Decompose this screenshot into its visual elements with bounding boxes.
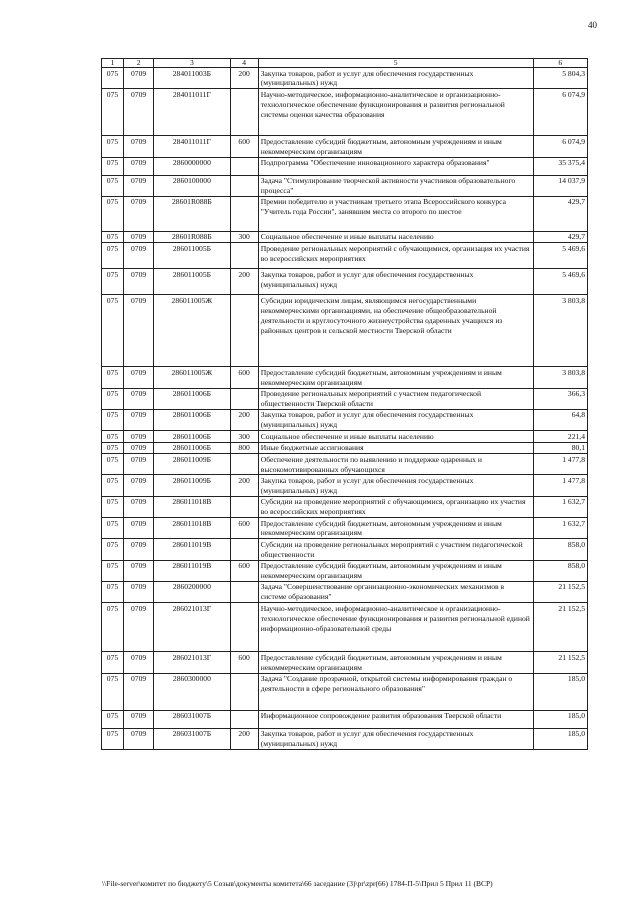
cell-description: Закупка товаров, работ и услуг для обеспечения государственных (муниципальных) нужд [258, 409, 533, 430]
table-row [102, 243, 588, 269]
cell-description: Научно-методическое, информационно-аналитическое и организационно-технологическое обеспечение функционирования и развития региональной единой информационно-образовательной среды [258, 603, 533, 652]
table-row [102, 367, 588, 388]
table-row [102, 518, 588, 539]
cell-target-article: 28601R088Б [154, 231, 230, 242]
cell-section: 0709 [123, 231, 153, 242]
table-row [102, 581, 588, 602]
cell-amount: 64,8 [533, 409, 587, 430]
table-row [102, 560, 588, 581]
cell-expense-type: 600 [230, 560, 258, 581]
cell-amount: 21 152,5 [533, 581, 587, 602]
cell-target-article: 286011005Б [154, 269, 230, 295]
cell-section: 0709 [123, 560, 153, 581]
cell-amount: 3 803,8 [533, 295, 587, 367]
cell-department: 075 [102, 496, 124, 517]
cell-description: Предоставление субсидий бюджетным, автономным учреждениям и иным некоммерческим организациям [258, 367, 533, 388]
cell-target-article: 286021013Г [154, 603, 230, 652]
cell-department: 075 [102, 367, 124, 388]
cell-expense-type: 200 [230, 728, 258, 749]
cell-description: Подпрограмма "Обеспечение инновационного характера образования" [258, 157, 533, 175]
cell-expense-type [230, 295, 258, 367]
cell-amount: 35 375,4 [533, 157, 587, 175]
cell-expense-type: 200 [230, 269, 258, 295]
cell-expense-type [230, 89, 258, 136]
cell-target-article: 286011018В [154, 496, 230, 517]
table-row [102, 295, 588, 367]
cell-section: 0709 [123, 367, 153, 388]
cell-amount: 21 152,5 [533, 652, 587, 673]
cell-expense-type [230, 539, 258, 560]
table-row [102, 68, 588, 89]
cell-department: 075 [102, 673, 124, 710]
cell-amount: 5 469,6 [533, 269, 587, 295]
cell-expense-type [230, 496, 258, 517]
cell-amount: 6 074,9 [533, 136, 587, 157]
cell-department: 075 [102, 518, 124, 539]
cell-description: Задача "Совершенствование организационно-экономических механизмов в системе образования" [258, 581, 533, 602]
cell-expense-type [230, 454, 258, 475]
cell-department: 075 [102, 196, 124, 231]
cell-expense-type: 200 [230, 409, 258, 430]
table-row [102, 539, 588, 560]
cell-department: 075 [102, 431, 124, 442]
cell-description: Предоставление субсидий бюджетным, автономным учреждениям и иным некоммерческим организациям [258, 652, 533, 673]
table-row [102, 603, 588, 652]
cell-department: 075 [102, 560, 124, 581]
cell-target-article: 286011018В [154, 518, 230, 539]
cell-expense-type: 600 [230, 652, 258, 673]
cell-section: 0709 [123, 652, 153, 673]
cell-amount: 5 469,6 [533, 243, 587, 269]
cell-department: 075 [102, 603, 124, 652]
cell-target-article: 286011005Ж [154, 367, 230, 388]
cell-section: 0709 [123, 196, 153, 231]
cell-department: 075 [102, 68, 124, 89]
cell-target-article: 286011006Б [154, 388, 230, 409]
cell-amount: 366,3 [533, 388, 587, 409]
cell-target-article: 286011006Б [154, 409, 230, 430]
cell-target-article: 286021013Г [154, 652, 230, 673]
cell-department: 075 [102, 581, 124, 602]
header-col-4: 4 [230, 59, 258, 68]
table-row [102, 454, 588, 475]
cell-amount: 221,4 [533, 431, 587, 442]
cell-description: Субсидии на проведение региональных мероприятий с участием педагогической общественности [258, 539, 533, 560]
cell-section: 0709 [123, 496, 153, 517]
cell-amount: 185,0 [533, 710, 587, 728]
cell-section: 0709 [123, 295, 153, 367]
cell-section: 0709 [123, 581, 153, 602]
cell-expense-type: 600 [230, 367, 258, 388]
header-col-1: 1 [102, 59, 124, 68]
cell-expense-type: 200 [230, 475, 258, 496]
cell-section: 0709 [123, 269, 153, 295]
header-col-5: 5 [258, 59, 533, 68]
cell-description: Социальное обеспечение и иные выплаты населению [258, 431, 533, 442]
table-row [102, 157, 588, 175]
cell-amount: 185,0 [533, 673, 587, 710]
table-row [102, 710, 588, 728]
cell-expense-type [230, 673, 258, 710]
cell-target-article: 284011011Г [154, 89, 230, 136]
cell-amount: 858,0 [533, 560, 587, 581]
cell-target-article: 2860100000 [154, 175, 230, 196]
header-col-3: 3 [154, 59, 230, 68]
cell-target-article: 284011011Г [154, 136, 230, 157]
cell-expense-type [230, 603, 258, 652]
cell-target-article: 286031007Б [154, 710, 230, 728]
cell-expense-type: 300 [230, 231, 258, 242]
cell-section: 0709 [123, 89, 153, 136]
cell-description: Закупка товаров, работ и услуг для обеспечения государственных (муниципальных) нужд [258, 269, 533, 295]
cell-expense-type [230, 157, 258, 175]
cell-amount: 1 477,8 [533, 475, 587, 496]
table-row [102, 475, 588, 496]
table-row [102, 728, 588, 749]
table-row [102, 175, 588, 196]
table-row [102, 196, 588, 231]
cell-section: 0709 [123, 68, 153, 89]
cell-description: Проведение региональных мероприятий с участием педагогической общественности Тверской области [258, 388, 533, 409]
cell-department: 075 [102, 175, 124, 196]
table-row [102, 442, 588, 453]
cell-amount: 21 152,5 [533, 603, 587, 652]
table-row [102, 89, 588, 136]
cell-expense-type [230, 710, 258, 728]
table-row [102, 673, 588, 710]
cell-description: Закупка товаров, работ и услуг для обеспечения государственных (муниципальных) нужд [258, 68, 533, 89]
table-row [102, 388, 588, 409]
cell-department: 075 [102, 157, 124, 175]
cell-department: 075 [102, 295, 124, 367]
cell-description: Информационное сопровождение развития образования Тверской области [258, 710, 533, 728]
cell-section: 0709 [123, 175, 153, 196]
cell-target-article: 286011006Б [154, 442, 230, 453]
cell-amount: 5 804,3 [533, 68, 587, 89]
cell-description: Закупка товаров, работ и услуг для обеспечения государственных (муниципальных) нужд [258, 728, 533, 749]
cell-department: 075 [102, 409, 124, 430]
page-number: 40 [588, 20, 597, 30]
cell-target-article: 286031007Б [154, 728, 230, 749]
cell-amount: 858,0 [533, 539, 587, 560]
cell-description: Научно-методическое, информационно-аналитическое и организационно-технологическое обеспечение функционирования и развития региональной системы оценки качества образования [258, 89, 533, 136]
header-row [102, 59, 588, 68]
cell-amount: 429,7 [533, 196, 587, 231]
cell-department: 075 [102, 710, 124, 728]
cell-target-article: 286011009Б [154, 454, 230, 475]
cell-description: Проведение региональных мероприятий с обучающимися, организация их участия во всероссийских мероприятиях [258, 243, 533, 269]
cell-section: 0709 [123, 454, 153, 475]
cell-description: Социальное обеспечение и иные выплаты населению [258, 231, 533, 242]
cell-expense-type [230, 388, 258, 409]
cell-amount: 1 632,7 [533, 496, 587, 517]
cell-amount: 80,1 [533, 442, 587, 453]
cell-expense-type: 200 [230, 68, 258, 89]
cell-section: 0709 [123, 475, 153, 496]
table-body [102, 68, 588, 750]
cell-section: 0709 [123, 431, 153, 442]
table-row [102, 136, 588, 157]
cell-amount: 6 074,9 [533, 89, 587, 136]
table-row [102, 409, 588, 430]
cell-expense-type [230, 581, 258, 602]
table-row [102, 431, 588, 442]
cell-expense-type [230, 243, 258, 269]
cell-amount: 1 632,7 [533, 518, 587, 539]
cell-description: Субсидии юридическим лицам, являющимся негосударственными некоммерческими организациями, на обеспечение общеобразовательной деятельности и круглосуточного жизнеустройства одаренных учащихся из районных центров и сельской местности Тверской области [258, 295, 533, 367]
cell-department: 075 [102, 136, 124, 157]
cell-description: Задача "Создание прозрачной, открытой системы информирования граждан о деятельности в сфере регионального образования" [258, 673, 533, 710]
cell-section: 0709 [123, 603, 153, 652]
cell-description: Премии победителю и участникам третьего этапа Всероссийского конкурса "Учитель года России", занявшим места со второго по шестое [258, 196, 533, 231]
table-row [102, 652, 588, 673]
cell-section: 0709 [123, 388, 153, 409]
table-row [102, 269, 588, 295]
cell-expense-type [230, 175, 258, 196]
cell-section: 0709 [123, 518, 153, 539]
cell-target-article: 2860000000 [154, 157, 230, 175]
header-col-6: 6 [533, 59, 587, 68]
cell-section: 0709 [123, 710, 153, 728]
cell-target-article: 286011009Б [154, 475, 230, 496]
cell-amount: 14 037,9 [533, 175, 587, 196]
cell-department: 075 [102, 269, 124, 295]
cell-section: 0709 [123, 728, 153, 749]
cell-department: 075 [102, 89, 124, 136]
cell-target-article: 2860200000 [154, 581, 230, 602]
cell-target-article: 284011003Б [154, 68, 230, 89]
cell-expense-type [230, 196, 258, 231]
cell-expense-type: 300 [230, 431, 258, 442]
cell-target-article: 28601R088Б [154, 196, 230, 231]
cell-expense-type: 600 [230, 136, 258, 157]
cell-description: Обеспечение деятельности по выявлению и поддержке одаренных и высокомотивированных обучающихся [258, 454, 533, 475]
cell-section: 0709 [123, 409, 153, 430]
cell-target-article: 286011019В [154, 560, 230, 581]
cell-description: Иные бюджетные ассигнования [258, 442, 533, 453]
cell-department: 075 [102, 231, 124, 242]
cell-expense-type: 600 [230, 518, 258, 539]
cell-department: 075 [102, 454, 124, 475]
cell-target-article: 286011019В [154, 539, 230, 560]
cell-amount: 1 477,8 [533, 454, 587, 475]
budget-table [101, 58, 588, 750]
cell-department: 075 [102, 475, 124, 496]
cell-amount: 3 803,8 [533, 367, 587, 388]
table-row [102, 231, 588, 242]
cell-section: 0709 [123, 539, 153, 560]
cell-description: Предоставление субсидий бюджетным, автономным учреждениям и иным некоммерческим организациям [258, 518, 533, 539]
cell-department: 075 [102, 243, 124, 269]
cell-department: 075 [102, 388, 124, 409]
cell-target-article: 286011006Б [154, 431, 230, 442]
cell-section: 0709 [123, 136, 153, 157]
cell-target-article: 286011005Ж [154, 295, 230, 367]
cell-section: 0709 [123, 442, 153, 453]
cell-section: 0709 [123, 673, 153, 710]
cell-amount: 429,7 [533, 231, 587, 242]
cell-department: 075 [102, 652, 124, 673]
cell-department: 075 [102, 539, 124, 560]
cell-description: Закупка товаров, работ и услуг для обеспечения государственных (муниципальных) нужд [258, 475, 533, 496]
footer-file-path: \\File-server\комитет по бюджету\5 Созыв\документы комитета\66 заседание (3)\pr\zpr(66) 1784-П-5\Прил 5 Прил 11 (ВСР) [102, 879, 493, 888]
cell-department: 075 [102, 442, 124, 453]
cell-department: 075 [102, 728, 124, 749]
cell-description: Предоставление субсидий бюджетным, автономным учреждениям и иным некоммерческим организациям [258, 560, 533, 581]
cell-amount: 185,0 [533, 728, 587, 749]
cell-description: Предоставление субсидий бюджетным, автономным учреждениям и иным некоммерческим организациям [258, 136, 533, 157]
header-col-2: 2 [123, 59, 153, 68]
cell-target-article: 2860300000 [154, 673, 230, 710]
cell-section: 0709 [123, 243, 153, 269]
cell-description: Задача "Стимулирование творческой активности участников образовательного процесса" [258, 175, 533, 196]
cell-section: 0709 [123, 157, 153, 175]
table-row [102, 496, 588, 517]
cell-target-article: 286011005Б [154, 243, 230, 269]
cell-description: Субсидии на проведение мероприятий с обучающимися, организацию их участия во всероссийских мероприятиях [258, 496, 533, 517]
cell-expense-type: 800 [230, 442, 258, 453]
